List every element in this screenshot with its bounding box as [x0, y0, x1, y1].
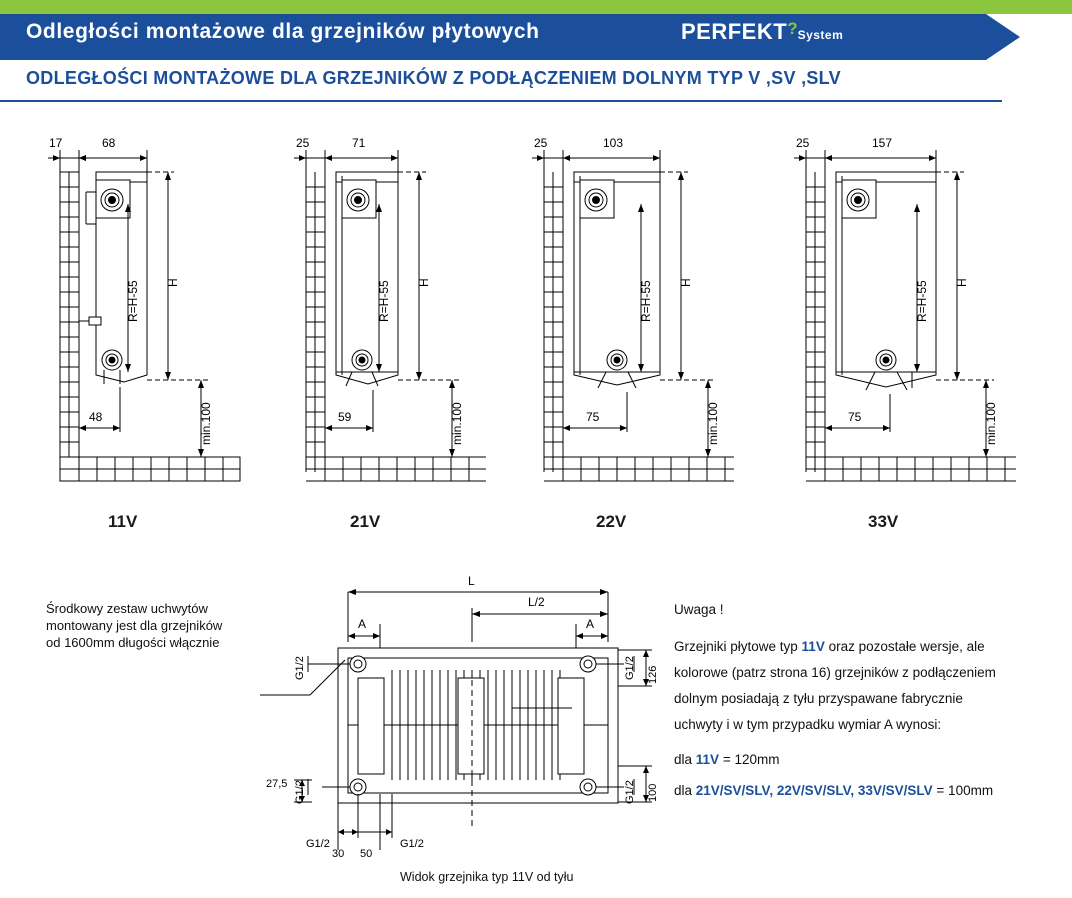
rear-dim-L2: L/2: [528, 595, 545, 609]
rear-dim-275: 27,5: [266, 778, 288, 790]
perfekt-system-logo: [681, 19, 843, 45]
dim-21v-top: 71: [352, 136, 366, 150]
dim-22v-top: 103: [603, 136, 624, 150]
note-right-l2-b: 21V/SV/SLV, 22V/SV/SLV, 33V/SV/SLV: [695, 783, 933, 798]
rear-dim-100: 100: [647, 783, 659, 802]
diagram-11v: [34, 132, 254, 492]
type-label-11v: 11V: [108, 512, 138, 531]
rear-dim-126: 126: [647, 665, 659, 684]
dim-22v-left: 25: [534, 136, 548, 150]
dim-22v-h: H: [679, 278, 693, 287]
note-right-text: [674, 600, 1044, 807]
type-label-22v: 22V: [596, 512, 627, 531]
rear-view-drawing: [272, 580, 672, 880]
dim-11v-top: 68: [102, 136, 116, 150]
note-right-l1-b: 11V: [695, 752, 720, 767]
note-right-l2-c: = 100mm: [932, 783, 994, 798]
rear-dim-L: L: [468, 574, 475, 588]
diagram-21v: [280, 132, 500, 492]
note-right-p1-a: Grzejniki płytowe typ: [674, 639, 802, 654]
rear-dim-30: 30: [332, 848, 345, 860]
note-right-p1-b: 11V: [801, 639, 825, 654]
note-right-p1: [674, 637, 1044, 656]
note-left-line1: Środkowy zestaw uchwytów: [46, 601, 208, 616]
page-header: [0, 0, 1072, 112]
dim-33v-min: min.100: [984, 402, 998, 445]
note-left-text: [46, 600, 296, 651]
rear-dim-A-left: A: [358, 617, 367, 631]
note-right-header: Uwaga !: [674, 602, 724, 617]
logo-sub-text: System: [797, 28, 844, 42]
note-right-p2: kolorowe (patrz strona 16) grzejników z podłączeniem: [674, 665, 996, 680]
logo-main-text: PERFEKT: [681, 19, 788, 44]
dim-21v-h: H: [417, 278, 431, 287]
dim-21v-min: min.100: [450, 402, 464, 445]
diagram-11v-drawing: [34, 132, 254, 492]
page-subtitle: ODLEGŁOŚCI MONTAŻOWE DLA GRZEJNIKÓW Z PODŁĄCZENIEM DOLNYM TYP V ,SV ,SLV: [26, 68, 841, 88]
rear-dim-g12-topleft: G1/2: [294, 656, 306, 680]
dim-11v-h: H: [166, 278, 180, 287]
page-title: Odległości montażowe dla grzejników płytowych: [26, 20, 540, 43]
dim-21v-left: 25: [296, 136, 310, 150]
rear-dim-g12-topright: G1/2: [624, 656, 636, 680]
dim-33v-h: H: [955, 278, 969, 287]
note-right-p1-c: oraz pozostałe wersje, ale: [824, 639, 985, 654]
rear-dim-g12-bl-label: G1/2: [306, 838, 330, 850]
note-right-l1: [674, 750, 1044, 769]
note-right-l2-a: dla: [674, 783, 696, 798]
dim-33v-bottom: 75: [848, 410, 862, 424]
dim-21v-bottom: 59: [338, 410, 352, 424]
dim-11v-min: min.100: [199, 402, 213, 445]
green-accent-bar: [0, 0, 1072, 14]
dim-22v-min: min.100: [706, 402, 720, 445]
dim-33v-top: 157: [872, 136, 893, 150]
diagram-22v: [518, 132, 748, 492]
dim-33v-r: R=H-55: [915, 280, 929, 322]
note-right-l1-a: dla: [674, 752, 696, 767]
dim-33v-left: 25: [796, 136, 810, 150]
type-label-21v: 21V: [350, 512, 381, 531]
diagram-33v: [790, 132, 1030, 492]
dim-22v-r: R=H-55: [639, 280, 653, 322]
rear-dim-g12-bottomright: G1/2: [624, 780, 636, 804]
rear-view-diagram: [266, 574, 672, 880]
dim-11v-bottom: 48: [89, 410, 103, 424]
dim-11v-r: R=H-55: [126, 280, 140, 322]
dim-11v-left: 17: [49, 136, 63, 150]
note-right-l1-c: = 120mm: [719, 752, 780, 767]
note-right-p4: uchwyty i w tym przypadku wymiar A wynosi:: [674, 717, 942, 732]
note-left-line2: montowany jest dla grzejników: [46, 618, 223, 633]
dim-22v-bottom: 75: [586, 410, 600, 424]
note-right-p3: dolnym posiadają z tyłu przyspawane fabrycznie: [674, 691, 963, 706]
rear-dim-A-right: A: [586, 617, 595, 631]
dim-21v-r: R=H-55: [377, 280, 391, 322]
type-label-33v: 33V: [868, 512, 899, 531]
rear-dim-g12-bottomleft: G1/2: [294, 780, 306, 804]
note-left-line3: od 1600mm długości włącznie: [46, 635, 220, 650]
rear-view-caption: Widok grzejnika typ 11V od tyłu: [400, 870, 574, 884]
logo-question-mark: ?: [787, 19, 798, 38]
rear-dim-g12-bc-label: G1/2: [400, 838, 424, 850]
note-right-l2: [674, 781, 1044, 800]
rear-dim-50: 50: [360, 848, 373, 860]
